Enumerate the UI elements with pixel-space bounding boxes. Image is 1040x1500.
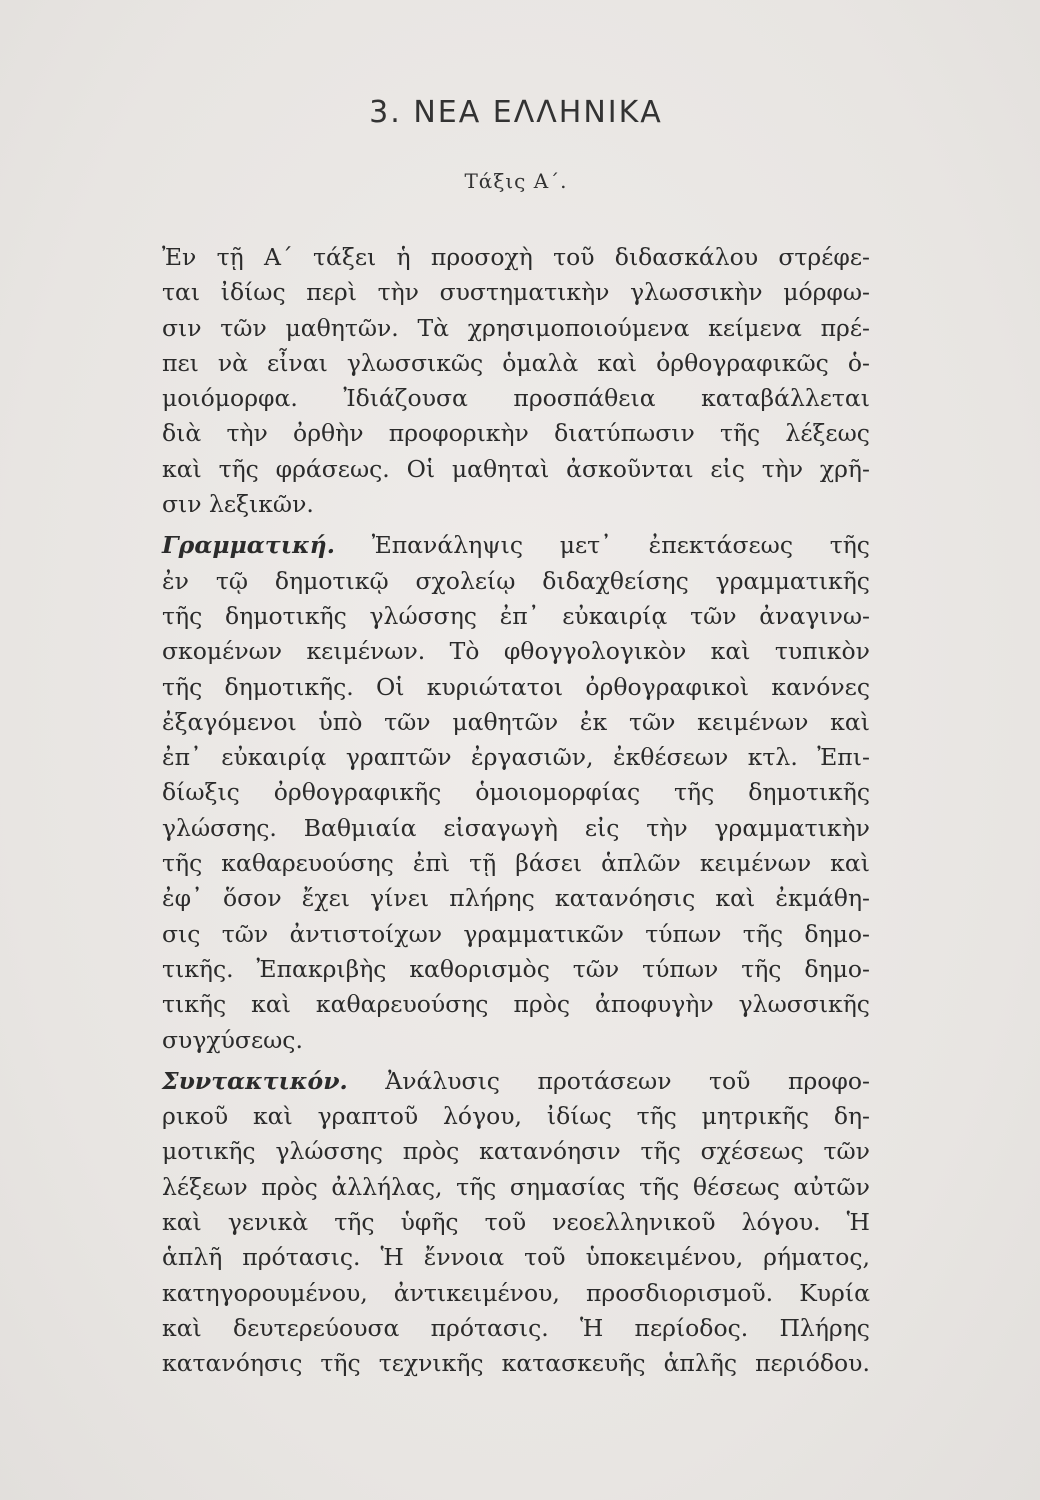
text-line: ἁπλῆ πρότασις. Ἡ ἔννοια τοῦ ὑποκειμένου, ρήματος, <box>162 1243 870 1272</box>
text-line: ἐπ᾽ εὐκαιρίᾳ γραπτῶν ἐργασιῶν, ἐκθέσεων κτλ. Ἐπι- <box>162 743 870 772</box>
text-line: ρικοῦ καὶ γραπτοῦ λόγου, ἰδίως τῆς μητρικῆς δη- <box>162 1102 870 1131</box>
text-line: καὶ τῆς φράσεως. Οἱ μαθηταὶ ἀσκοῦνται εἰς τὴν χρῆ- <box>162 454 870 483</box>
section-heading: Τάξις Α΄. <box>464 169 568 193</box>
text-line: γλώσσης. Βαθμιαία εἰσαγωγὴ εἰς τὴν γραμματικὴν <box>162 813 870 842</box>
text-line: πει νὰ εἶναι γλωσσικῶς ὁμαλὰ καὶ ὀρθογραφικῶς ὁ- <box>162 348 870 377</box>
chapter-title: 3. ΝΕΑ ΕΛΛΗΝΙΚΑ <box>369 95 663 130</box>
text-line: τικῆς καὶ καθαρευούσης πρὸς ἀποφυγὴν γλωσσικῆς <box>162 990 870 1019</box>
text-line: δίωξις ὀρθογραφικῆς ὁμοιομορφίας τῆς δημοτικῆς <box>162 778 870 807</box>
text-line: τῆς καθαρευούσης ἐπὶ τῇ βάσει ἁπλῶν κειμένων καὶ <box>162 849 870 878</box>
text-line: καὶ δευτερεύουσα πρότασις. Ἡ περίοδος. Πλήρης <box>162 1313 870 1342</box>
syntax-heading: Συντακτικόν. <box>162 1066 348 1095</box>
text-line: τικῆς. Ἐπακριβὴς καθορισμὸς τῶν τύπων τῆς δημο- <box>162 954 870 983</box>
text-line: τῆς δημοτικῆς γλώσσης ἐπ᾽ εὐκαιρίᾳ τῶν ἀναγινω- <box>162 601 870 630</box>
text-line: κατηγορουμένου, ἀντικειμένου, προσδιορισμοῦ. Κυρία <box>162 1278 870 1307</box>
text-line: μοιόμορφα. Ἰδιάζουσα προσπάθεια καταβάλλεται <box>162 384 870 413</box>
text-line: σιν λεξικῶν. <box>162 490 314 519</box>
text-line: καὶ γενικὰ τῆς ὑφῆς τοῦ νεοελληνικοῦ λόγου. Ἡ <box>162 1208 870 1237</box>
text-line: συγχύσεως. <box>162 1025 303 1054</box>
paragraph-intro <box>162 240 870 522</box>
text-line: κατανόησις τῆς τεχνικῆς κατασκευῆς ἁπλῆς περιόδου. <box>162 1349 870 1378</box>
text-line: Συντακτικόν. Ἀνάλυσις προτάσεων τοῦ προφο- <box>162 1064 870 1099</box>
text-line: σις τῶν ἀντιστοίχων γραμματικῶν τύπων τῆς δημο- <box>162 919 870 948</box>
text-line: Γραμματική. Ἐπανάληψις μετ᾽ ἐπεκτάσεως τῆς <box>162 528 870 563</box>
text-line: ἐξαγόμενοι ὑπὸ τῶν μαθητῶν ἐκ τῶν κειμένων καὶ <box>162 707 870 736</box>
paragraph-syntax <box>162 1064 870 1382</box>
text-line: ἐφ᾽ ὅσον ἔχει γίνει πλήρης κατανόησις καὶ ἐκμάθη- <box>162 884 870 913</box>
text-line: ται ἰδίως περὶ τὴν συστηματικὴν γλωσσικὴν μόρφω- <box>162 278 870 307</box>
text-line: διὰ τὴν ὀρθὴν προφορικὴν διατύπωσιν τῆς λέξεως <box>162 419 870 448</box>
grammar-heading: Γραμματική. <box>162 531 335 560</box>
text-line: τῆς δημοτικῆς. Οἱ κυριώτατοι ὀρθογραφικοὶ κανόνες <box>162 672 870 701</box>
text-line: ἐν τῷ δημοτικῷ σχολείῳ διδαχθείσης γραμματικῆς <box>162 566 870 595</box>
text-line: Ἐν τῇ Α΄ τάξει ἡ προσοχὴ τοῦ διδασκάλου στρέφε- <box>162 243 870 271</box>
text-line: σιν τῶν μαθητῶν. Τὰ χρησιμοποιούμενα κείμενα πρέ- <box>162 313 870 342</box>
text-column <box>162 84 870 1382</box>
text-line: λέξεων πρὸς ἀλλήλας, τῆς σημασίας τῆς θέσεως αὐτῶν <box>162 1172 870 1201</box>
text-line: μοτικῆς γλώσσης πρὸς κατανόησιν τῆς σχέσεως τῶν <box>162 1137 870 1166</box>
paragraph-grammar <box>162 528 870 1057</box>
text-line: σκομένων κειμένων. Τὸ φθογγολογικὸν καὶ τυπικὸν <box>162 637 870 666</box>
